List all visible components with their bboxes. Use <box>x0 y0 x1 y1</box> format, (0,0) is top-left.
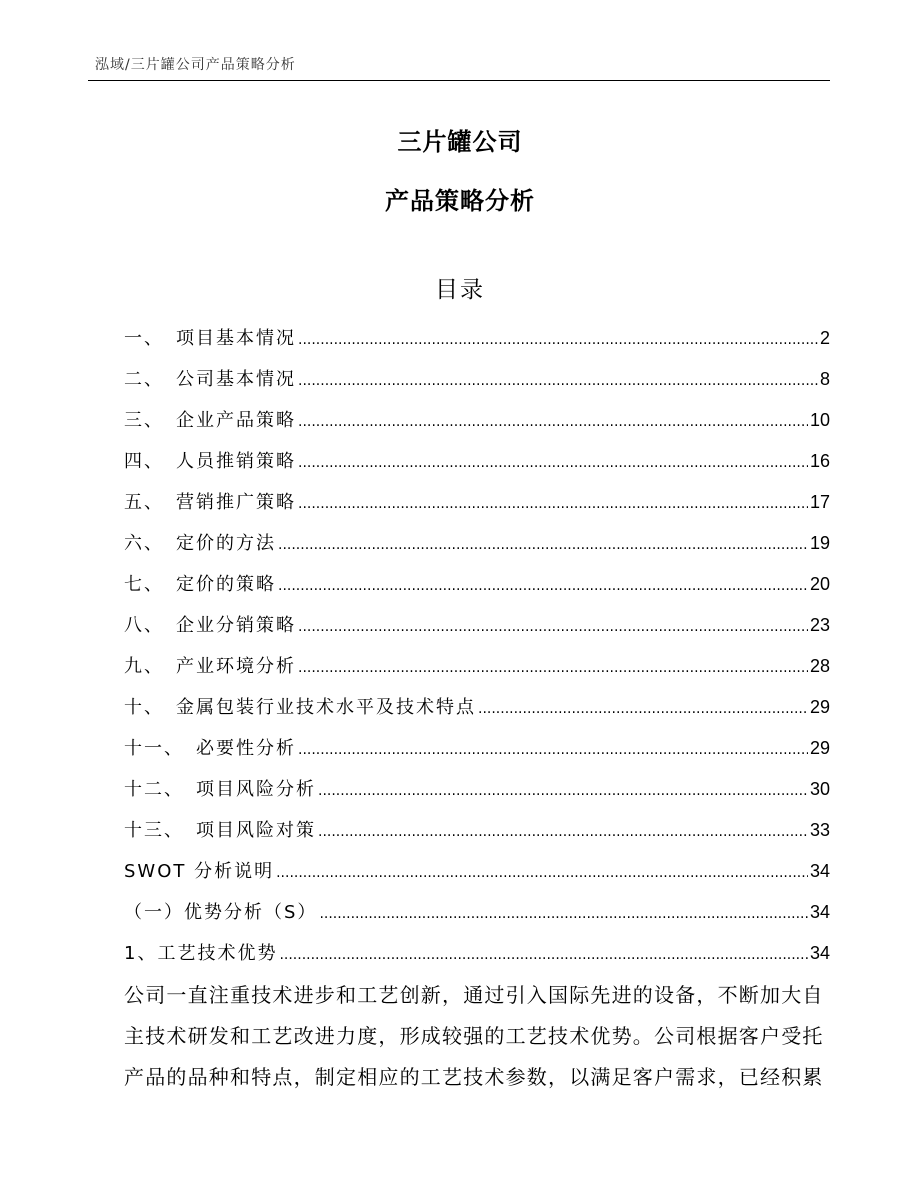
body-paragraph <box>124 975 830 1098</box>
toc-entry[interactable] <box>124 851 830 892</box>
toc-dot-leader <box>298 361 818 402</box>
toc-entry-label: 定价的方法 <box>176 533 276 554</box>
toc-entry-page-number: 33 <box>809 820 830 840</box>
toc-entry[interactable] <box>124 605 830 646</box>
toc-entry-label: （一）优势分析（S） <box>124 902 318 923</box>
toc-entry-number: 十一、 <box>124 738 184 759</box>
toc-entry-page-number: 10 <box>809 410 830 430</box>
toc-entry-page-number: 34 <box>809 861 830 881</box>
toc-heading: 目录 <box>435 277 485 303</box>
toc-entry[interactable] <box>124 441 830 482</box>
toc-entry-label: 产业环境分析 <box>176 656 296 677</box>
toc-dot-leader <box>298 443 808 484</box>
toc-entry-number: 十、 <box>124 697 164 718</box>
toc-entry-page-number: 16 <box>809 451 830 471</box>
toc-entry[interactable] <box>124 892 830 933</box>
toc-entry-page-number: 30 <box>809 779 830 799</box>
toc-entry-page-number: 20 <box>809 574 830 594</box>
toc-entry[interactable] <box>124 769 830 810</box>
toc-entry-number: 十三、 <box>124 820 184 841</box>
toc-entry-number: 三、 <box>124 410 164 431</box>
toc-dot-leader <box>278 525 808 566</box>
toc-entry-label: SWOT 分析说明 <box>124 861 275 882</box>
toc-dot-leader <box>298 648 808 689</box>
toc-entry-number: 七、 <box>124 574 164 595</box>
toc-entry-label: 项目基本情况 <box>176 328 296 349</box>
toc-entry-label: 必要性分析 <box>196 738 296 759</box>
toc-entry[interactable] <box>124 359 830 400</box>
toc-entry-page-number: 34 <box>809 902 830 922</box>
toc-dot-leader <box>298 320 818 361</box>
toc-dot-leader <box>298 402 808 443</box>
toc-entry[interactable] <box>124 687 830 728</box>
toc-dot-leader <box>478 689 808 730</box>
toc-entry-page-number: 28 <box>809 656 830 676</box>
toc-entry-label: 公司基本情况 <box>176 369 296 390</box>
toc-entry[interactable] <box>124 646 830 687</box>
toc-entry-page-number: 29 <box>809 738 830 758</box>
toc-entry-number: 二、 <box>124 369 164 390</box>
document-title: 三片罐公司 <box>397 128 523 156</box>
body-text-line: 产品的品种和特点，制定相应的工艺技术参数，以满足客户需求，已经积累 <box>124 1065 824 1089</box>
toc-entry-page-number: 2 <box>819 328 830 348</box>
toc-entry[interactable] <box>124 933 830 974</box>
toc-entry-page-number: 23 <box>809 615 830 635</box>
toc-dot-leader <box>298 484 808 525</box>
toc-entry-number: 一、 <box>124 328 164 349</box>
toc-dot-leader <box>318 812 808 853</box>
running-header: 泓域/三片罐公司产品策略分析 <box>95 57 296 73</box>
toc-entry-number: 八、 <box>124 615 164 636</box>
toc-entry-label: 1、工艺技术优势 <box>124 943 278 964</box>
toc-dot-leader <box>279 935 808 976</box>
toc-entry-number: 十二、 <box>124 779 184 800</box>
header-rule <box>88 80 830 81</box>
toc-entry-label: 项目风险分析 <box>196 779 316 800</box>
document-subtitle: 产品策略分析 <box>385 187 535 215</box>
table-of-contents <box>124 318 830 974</box>
body-text-line: 公司一直注重技术进步和工艺创新，通过引入国际先进的设备，不断加大自 <box>124 983 824 1007</box>
toc-dot-leader <box>319 894 808 935</box>
toc-entry-label: 营销推广策略 <box>176 492 296 513</box>
toc-entry-page-number: 29 <box>809 697 830 717</box>
toc-entry[interactable] <box>124 523 830 564</box>
toc-entry-page-number: 8 <box>819 369 830 389</box>
toc-entry-number: 五、 <box>124 492 164 513</box>
toc-entry-number: 六、 <box>124 533 164 554</box>
body-text-line: 主技术研发和工艺改进力度，形成较强的工艺技术优势。公司根据客户受托 <box>124 1024 824 1048</box>
toc-entry[interactable] <box>124 318 830 359</box>
toc-dot-leader <box>318 771 808 812</box>
toc-entry-label: 定价的策略 <box>176 574 276 595</box>
toc-entry-page-number: 34 <box>809 943 830 963</box>
toc-entry-label: 企业分销策略 <box>176 615 296 636</box>
toc-entry-page-number: 19 <box>809 533 830 553</box>
toc-entry-page-number: 17 <box>809 492 830 512</box>
toc-dot-leader <box>298 730 808 771</box>
toc-entry[interactable] <box>124 810 830 851</box>
toc-entry-number: 四、 <box>124 451 164 472</box>
toc-entry-label: 金属包装行业技术水平及技术特点 <box>176 697 476 718</box>
toc-dot-leader <box>276 853 808 894</box>
toc-entry-label: 企业产品策略 <box>176 410 296 431</box>
toc-dot-leader <box>278 566 808 607</box>
toc-entry[interactable] <box>124 400 830 441</box>
toc-entry-label: 人员推销策略 <box>176 451 296 472</box>
toc-entry-label: 项目风险对策 <box>196 820 316 841</box>
toc-entry[interactable] <box>124 482 830 523</box>
toc-dot-leader <box>298 607 808 648</box>
toc-entry[interactable] <box>124 564 830 605</box>
toc-entry[interactable] <box>124 728 830 769</box>
toc-entry-number: 九、 <box>124 656 164 677</box>
